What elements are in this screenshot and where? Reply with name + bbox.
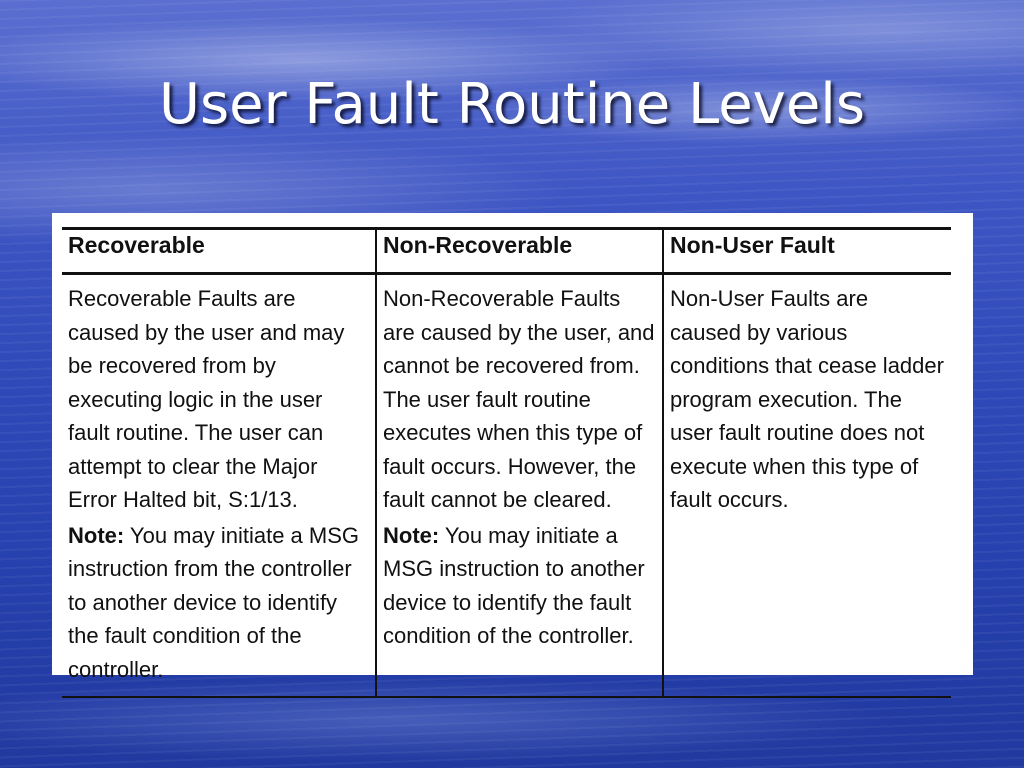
note-label: Note: xyxy=(68,522,125,548)
fault-levels-table xyxy=(62,227,951,698)
note-text: You may initiate a MSG instruction from the controller to another device to identify the fault condition of the controller. xyxy=(68,522,360,682)
non-user-fault-description: Non-User Faults are caused by various conditions that cease ladder program execution. The user fault routine does not execute when this type of fault occurs. xyxy=(670,286,944,512)
cell-non-recoverable xyxy=(376,274,663,698)
header-recoverable: Recoverable xyxy=(62,229,376,274)
non-recoverable-note xyxy=(383,519,656,653)
table-row xyxy=(62,274,951,698)
note-text: You may initiate a MSG instruction to another device to identify the fault condition of the controller. xyxy=(383,522,645,648)
recoverable-description: Recoverable Faults are caused by the user and may be recovered from by executing logic in the user fault routine. The user can attempt to clear the Major Error Halted bit, S:1/13. xyxy=(68,286,345,512)
table-header-row xyxy=(62,229,951,274)
non-recoverable-description: Non-Recoverable Faults are caused by the user, and cannot be recovered from. The user fault routine executes when this type of fault occurs. However, the fault cannot be cleared. xyxy=(383,286,655,512)
header-non-user-fault: Non-User Fault xyxy=(663,229,951,274)
recoverable-note xyxy=(68,519,369,687)
note-label: Note: xyxy=(383,522,440,548)
cell-recoverable xyxy=(62,274,376,698)
cell-non-user-fault xyxy=(663,274,951,698)
fault-levels-table-panel xyxy=(52,213,973,682)
slide-title: User Fault Routine Levels xyxy=(158,72,866,137)
header-non-recoverable: Non-Recoverable xyxy=(376,229,663,274)
